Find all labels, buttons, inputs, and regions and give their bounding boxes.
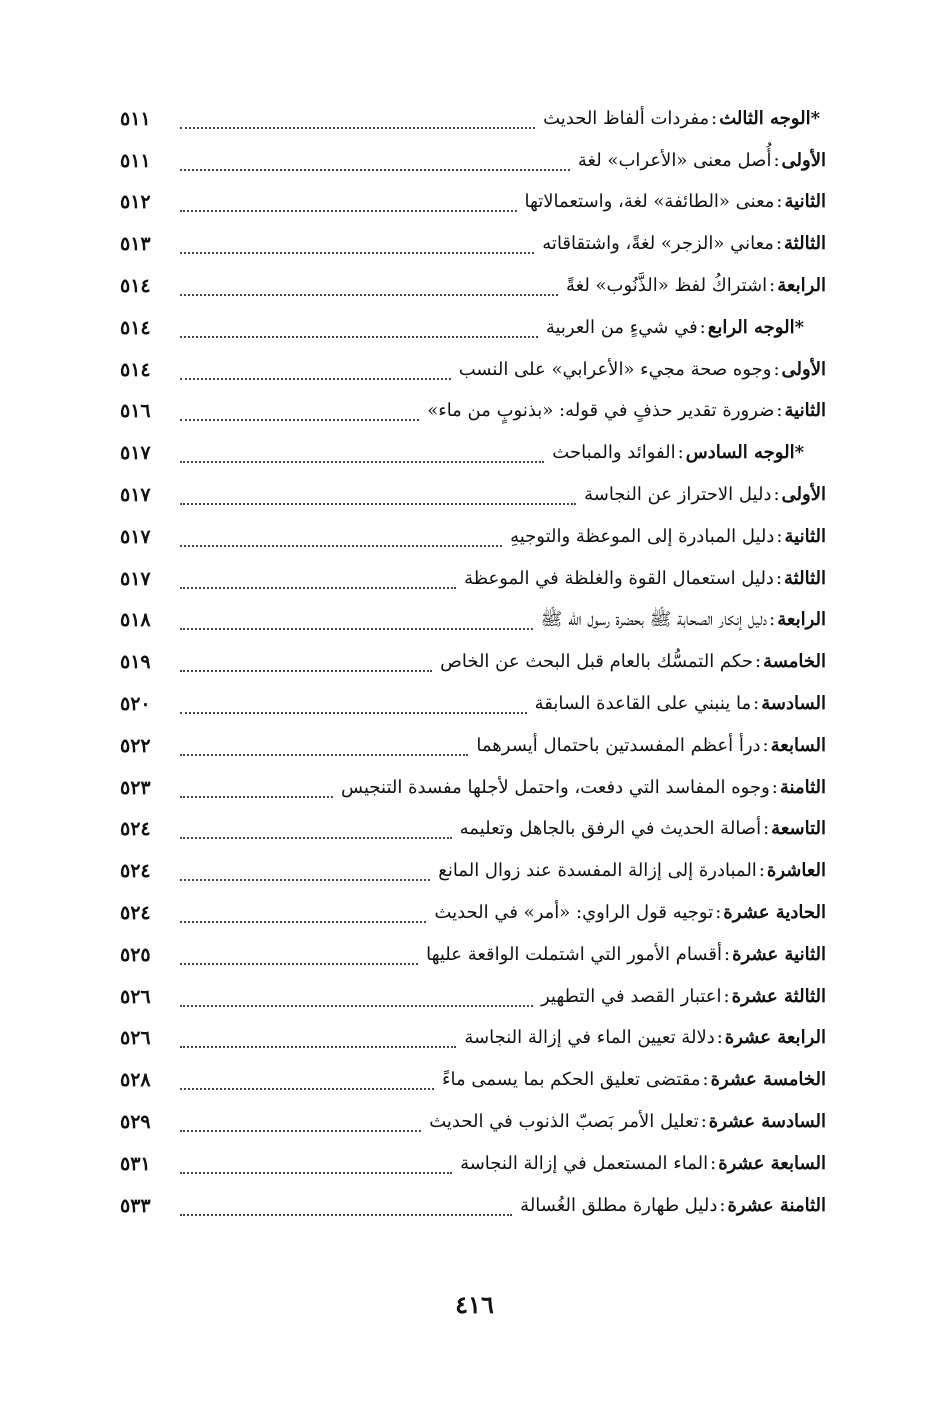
toc-entry-title: دليل المبادرة إلى الموعظة والتوجيهِ <box>510 525 775 547</box>
toc-entry-separator: : <box>715 902 722 924</box>
toc-entry-page-number: ٥١٢ <box>120 191 151 214</box>
toc-entry-page-number: ٥٢٤ <box>120 902 151 925</box>
toc-entry-text <box>427 402 826 420</box>
toc-entry-page-number: ٥١٧ <box>120 567 151 590</box>
toc-entry <box>120 809 826 851</box>
dot-leader <box>180 419 419 421</box>
toc-entry-separator: : <box>773 358 780 380</box>
toc-entry-separator: : <box>775 567 783 589</box>
dot-leader <box>180 545 502 547</box>
toc-entry-title: وجوه المفاسد التي دفعت، واحتمل لأجلها مفسدة التنجيس <box>341 776 770 798</box>
dot-leader <box>180 670 432 672</box>
toc-entry-text <box>584 486 826 504</box>
toc-entry-separator: : <box>710 1152 717 1174</box>
dot-leader <box>180 1172 452 1174</box>
toc-entry-title: دليل استعمال القوة والغلظة في الموعظة <box>464 567 774 589</box>
toc-entry-label: الأولى <box>781 149 826 171</box>
toc-entry-separator: : <box>753 693 760 715</box>
toc-entry-page-number: ٥٣٣ <box>120 1194 151 1217</box>
toc-entry <box>120 140 826 182</box>
toc-entry-separator: : <box>775 233 783 255</box>
toc-entry-label: الثانية <box>784 191 826 213</box>
toc-entry-separator: : <box>762 734 769 756</box>
toc-entry-title: دليل الاحتراز عن النجاسة <box>584 484 772 506</box>
toc-entry-page-number: ٥١٧ <box>120 484 151 507</box>
table-of-contents <box>120 98 826 1227</box>
toc-entry-separator: : <box>699 316 706 338</box>
toc-entry-separator: : <box>773 484 780 506</box>
toc-entry-page-number: ٥١٦ <box>120 400 151 423</box>
toc-entry <box>120 1059 826 1101</box>
toc-entry-title: ما ينبني على القاعدة السابقة <box>534 693 752 715</box>
toc-entry <box>120 432 826 474</box>
toc-entry-title: حكم التمسُّك بالعام قبل البحث عن الخاص <box>440 651 753 673</box>
dot-leader <box>180 252 534 254</box>
toc-entry-title: أُصل معنى «الأعراب» لغة <box>577 149 772 171</box>
toc-entry-separator: : <box>776 191 783 213</box>
toc-entry-page-number: ٥١٨ <box>120 609 151 632</box>
toc-entry-title: اعتبار القصد في التطهير <box>540 985 722 1007</box>
toc-entry-label: الثامنة <box>779 776 826 798</box>
dot-leader <box>180 378 451 380</box>
toc-entry-text <box>541 611 826 629</box>
toc-entry-title: دلالة تعيين الماء في إزالة النجاسة <box>464 1027 715 1049</box>
toc-entry-page-number: ٥٢٢ <box>120 734 151 757</box>
toc-entry-title: أصالة الحديث في الرفق بالجاهل وتعليمه <box>459 818 762 840</box>
dot-leader <box>180 837 452 839</box>
dot-leader <box>180 169 570 171</box>
toc-entry-text <box>543 107 826 129</box>
toc-entry <box>120 683 826 725</box>
toc-entry-title: تعليل الأمر بَصبّ الذنوب في الحديث <box>429 1111 699 1133</box>
toc-entry-label: التاسعة <box>771 818 826 840</box>
toc-entry-label: الأولى <box>781 358 826 380</box>
toc-entry-text <box>464 1029 826 1047</box>
dot-leader <box>180 294 558 296</box>
toc-entry-separator: : <box>769 275 776 297</box>
toc-entry-separator: : <box>702 1069 709 1091</box>
toc-entry-separator: : <box>719 1194 726 1216</box>
dot-leader <box>180 712 527 714</box>
toc-entry-separator: : <box>723 985 730 1007</box>
toc-entry-label: الثامنة عشرة <box>727 1194 826 1216</box>
toc-entry <box>120 516 826 558</box>
toc-entry <box>120 976 826 1018</box>
toc-entry-label: *الوجه الرابع <box>707 316 804 338</box>
toc-entry-title: المبادرة إلى إزالة المفسدة عند زوال المانع <box>438 860 757 882</box>
dot-leader <box>180 461 544 463</box>
toc-entry-text <box>525 193 827 211</box>
toc-entry-text <box>434 904 826 922</box>
toc-entry-text <box>566 277 826 295</box>
toc-entry <box>120 98 826 140</box>
toc-entry <box>120 1143 826 1185</box>
toc-entry-title: اشتراكُ لفظ «الذَّنُوب» لغةً <box>566 275 768 297</box>
toc-entry-text <box>577 149 826 171</box>
toc-entry-page-number: ٥١٧ <box>120 442 151 465</box>
toc-entry-title: وجوه صحة مجيء «الأعرابي» على النسب <box>458 358 772 380</box>
toc-entry-separator: : <box>769 609 776 631</box>
toc-entry-text <box>552 444 826 462</box>
toc-entry-title: معنى «الطائفة» لغة، واستعمالاتها <box>524 191 775 213</box>
toc-entry-label: *الوجه الثالث <box>719 107 820 129</box>
toc-entry-separator: : <box>677 442 684 464</box>
toc-entry-separator: : <box>758 860 765 882</box>
page-number-footer: ٤١٦ <box>455 1290 494 1319</box>
toc-entry-label: الثالثة <box>784 233 826 255</box>
toc-entry-text <box>442 1071 826 1089</box>
dot-leader <box>180 879 430 881</box>
toc-entry-text <box>341 776 826 798</box>
toc-entry <box>120 349 826 391</box>
toc-entry-label: الثانية عشرة <box>732 943 826 965</box>
toc-entry <box>120 725 826 767</box>
toc-entry-page-number: ٥١١ <box>120 149 151 172</box>
toc-entry-label: الرابعة <box>777 609 826 631</box>
toc-entry <box>120 1018 826 1060</box>
toc-entry-title: في شيءٍ من العربية <box>545 316 698 338</box>
toc-entry-page-number: ٥٢٨ <box>120 1069 151 1092</box>
toc-entry-title: دليل طهارة مطلق الغُسالة <box>520 1194 718 1216</box>
toc-entry-page-number: ٥٣١ <box>120 1152 151 1175</box>
toc-entry <box>120 307 826 349</box>
toc-entry-label: الأولى <box>781 484 826 506</box>
toc-entry-separator: : <box>700 1111 707 1133</box>
toc-entry <box>120 1185 826 1227</box>
dot-leader <box>180 1046 456 1048</box>
toc-entry-title: درأ أعظم المفسدتين باحتمال أيسرهما <box>476 734 761 756</box>
toc-entry-text <box>520 1194 826 1216</box>
toc-entry-separator: : <box>763 818 770 840</box>
toc-entry-text <box>440 653 826 671</box>
toc-entry <box>120 892 826 934</box>
toc-entry-separator: : <box>771 776 778 798</box>
toc-entry-title: مفردات ألفاظ الحديث <box>543 107 710 129</box>
toc-entry-label: الثالثة عشرة <box>731 985 826 1007</box>
toc-entry <box>120 641 826 683</box>
toc-entry-page-number: ٥٢٤ <box>120 860 151 883</box>
toc-entry <box>120 558 826 600</box>
toc-entry-title: دليل إنكار الصحابة ﷺ بحضرة رسول الله ﷺ <box>540 609 768 631</box>
toc-entry-separator: : <box>776 400 783 422</box>
toc-entry-page-number: ٥٢٩ <box>120 1111 151 1134</box>
toc-entry-separator: : <box>776 525 783 547</box>
toc-entry-page-number: ٥٢٥ <box>120 943 151 966</box>
toc-entry <box>120 182 826 224</box>
toc-entry-text <box>460 820 826 838</box>
dot-leader <box>180 587 456 589</box>
toc-entry-label: الرابعة <box>777 275 826 297</box>
toc-entry <box>120 223 826 265</box>
dot-leader <box>180 1130 421 1132</box>
toc-entry <box>120 934 826 976</box>
toc-entry-title: الماء المستعمل في إزالة النجاسة <box>460 1152 709 1174</box>
toc-entry-title: ضرورة تقدير حذفٍ في قوله: «بذنوبٍ من ماء» <box>427 400 775 422</box>
toc-entry <box>120 1101 826 1143</box>
dot-leader <box>180 1005 533 1007</box>
dot-leader <box>180 210 517 212</box>
toc-entry-page-number: ٥٢٤ <box>120 818 151 841</box>
toc-entry-label: الرابعة عشرة <box>724 1027 826 1049</box>
toc-entry-text <box>540 985 826 1007</box>
dot-leader <box>180 336 538 338</box>
toc-entry-label: الثانية <box>784 525 826 547</box>
toc-entry-label: العاشرة <box>766 860 826 882</box>
toc-entry-page-number: ٥١٤ <box>120 358 151 381</box>
toc-entry-separator: : <box>716 1027 723 1049</box>
toc-entry <box>120 265 826 307</box>
toc-entry-title: مقتضى تعليق الحكم بما يسمى ماءً <box>442 1069 701 1091</box>
toc-entry-text <box>458 358 826 380</box>
toc-entry-separator: : <box>773 149 780 171</box>
toc-entry-title: أقسام الأمور التي اشتملت الواقعة عليها <box>426 943 722 965</box>
toc-entry-label: الخامسة <box>763 651 826 673</box>
toc-entry-separator: : <box>754 651 762 673</box>
dot-leader <box>180 1088 434 1090</box>
toc-entry-page-number: ٥١١ <box>120 107 151 130</box>
dot-leader <box>180 127 535 129</box>
toc-entry-label: السادسة عشرة <box>708 1111 826 1133</box>
toc-entry-page-number: ٥٢٦ <box>120 1027 151 1050</box>
dot-leader <box>180 796 333 798</box>
toc-entry <box>120 391 826 433</box>
toc-entry-title: توجيه قول الراوي: «أمر» في الحديث <box>434 902 714 924</box>
toc-entry <box>120 474 826 516</box>
toc-entry-text <box>510 525 826 547</box>
toc-entry-page-number: ٥١٤ <box>120 275 151 298</box>
toc-entry <box>120 767 826 809</box>
toc-entry-text <box>426 943 826 965</box>
dot-leader <box>180 1214 512 1216</box>
toc-entry-text <box>464 567 826 589</box>
toc-entry-page-number: ٥١٧ <box>120 525 151 548</box>
dot-leader <box>180 503 576 505</box>
toc-entry-page-number: ٥٢٦ <box>120 985 151 1008</box>
toc-entry-label: الحادية عشرة <box>723 902 826 924</box>
toc-entry-label: السادسة <box>761 693 826 715</box>
toc-entry-label: السابعة <box>770 734 826 756</box>
toc-entry-separator: : <box>711 107 718 129</box>
dot-leader <box>180 628 533 630</box>
toc-entry-text <box>460 1152 826 1174</box>
toc-entry-text <box>429 1113 826 1131</box>
toc-entry-page-number: ٥١٩ <box>120 651 151 674</box>
toc-entry-label: الخامسة عشرة <box>710 1069 826 1091</box>
toc-entry-separator: : <box>724 943 731 965</box>
dot-leader <box>180 963 418 965</box>
toc-entry-label: *الوجه السادس <box>685 442 804 464</box>
toc-entry <box>120 600 826 642</box>
dot-leader <box>180 921 426 923</box>
toc-entry-label: السابعة عشرة <box>718 1152 826 1174</box>
toc-entry-page-number: ٥١٤ <box>120 316 151 339</box>
toc-entry-page-number: ٥١٣ <box>120 233 151 256</box>
toc-entry <box>120 850 826 892</box>
toc-entry-title: معاني «الزجر» لغةً، واشتقاقاته <box>542 233 774 255</box>
toc-entry-label: الثانية <box>784 400 826 422</box>
toc-entry-text <box>476 734 826 756</box>
toc-entry-text <box>542 235 826 253</box>
toc-entry-text <box>535 695 826 713</box>
dot-leader <box>180 754 468 756</box>
toc-entry-label: الثالثة <box>784 567 826 589</box>
toc-entry-title: الفوائد والمباحث <box>552 442 676 464</box>
toc-entry-page-number: ٥٢٣ <box>120 776 151 799</box>
toc-entry-page-number: ٥٢٠ <box>120 693 151 716</box>
toc-entry-text <box>438 862 826 880</box>
toc-entry-text <box>545 316 826 338</box>
